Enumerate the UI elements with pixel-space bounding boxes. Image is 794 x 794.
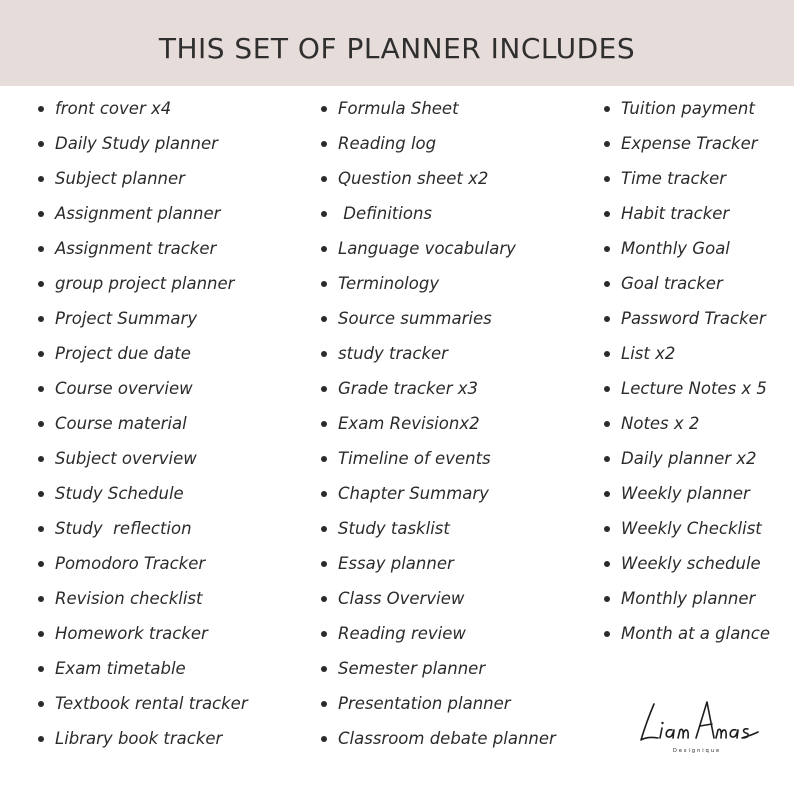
list-item: [321, 686, 556, 721]
list-item: [38, 196, 248, 231]
bullet-icon: [321, 211, 327, 217]
list-item: [604, 406, 770, 441]
list-item: [38, 511, 248, 546]
list-item: [38, 651, 248, 686]
list-item: [604, 126, 770, 161]
bullet-icon: [604, 526, 610, 532]
list-item-label: Essay planner: [338, 554, 454, 573]
list-item-label: Language vocabulary: [338, 239, 516, 258]
list-item: [604, 616, 770, 651]
planner-list-column-2: [321, 91, 556, 756]
list-item-label: Study tasklist: [338, 519, 450, 538]
list-item: [604, 371, 770, 406]
bullet-icon: [38, 386, 44, 392]
list-item-label: Expense Tracker: [621, 134, 758, 153]
list-item-label: Month at a glance: [621, 624, 770, 643]
bullet-icon: [321, 246, 327, 252]
bullet-icon: [604, 456, 610, 462]
list-item: [38, 301, 248, 336]
list-item: [321, 91, 556, 126]
list-item-label: Class Overview: [338, 589, 465, 608]
list-item: [38, 126, 248, 161]
bullet-icon: [604, 386, 610, 392]
bullet-icon: [38, 666, 44, 672]
list-item-label: Textbook rental tracker: [55, 694, 248, 713]
list-item: [321, 546, 556, 581]
bullet-icon: [321, 281, 327, 287]
list-item-label: Weekly Checklist: [621, 519, 762, 538]
list-item: [38, 721, 248, 756]
bullet-icon: [321, 421, 327, 427]
list-item: [38, 476, 248, 511]
list-item: [38, 371, 248, 406]
list-item-label: Exam Revisionx2: [338, 414, 480, 433]
list-item-label: Password Tracker: [621, 309, 766, 328]
bullet-icon: [321, 141, 327, 147]
list-item: [321, 371, 556, 406]
list-item-label: Question sheet x2: [338, 169, 489, 188]
list-item: [38, 336, 248, 371]
list-item: [604, 441, 770, 476]
list-item: [38, 406, 248, 441]
list-item-label: Assignment tracker: [55, 239, 217, 258]
bullet-icon: [38, 281, 44, 287]
bullet-icon: [38, 526, 44, 532]
list-item: [38, 581, 248, 616]
bullet-icon: [38, 701, 44, 707]
list-item: [321, 126, 556, 161]
bullet-icon: [38, 246, 44, 252]
list-item-label: Timeline of events: [338, 449, 491, 468]
signature-logo: [632, 690, 762, 760]
list-item: [604, 266, 770, 301]
list-item-label: Subject overview: [55, 449, 197, 468]
bullet-icon: [321, 631, 327, 637]
list-item: [604, 581, 770, 616]
list-item-label: Notes x 2: [621, 414, 700, 433]
list-item: [321, 651, 556, 686]
list-item-label: front cover x4: [55, 99, 172, 118]
bullet-icon: [38, 351, 44, 357]
list-item: [604, 231, 770, 266]
list-item: [38, 441, 248, 476]
list-item-label: Study Schedule: [55, 484, 184, 503]
list-item-label: Source summaries: [338, 309, 492, 328]
list-item: [321, 266, 556, 301]
bullet-icon: [604, 491, 610, 497]
bullet-icon: [38, 456, 44, 462]
list-item-label: Course material: [55, 414, 187, 433]
bullet-icon: [604, 351, 610, 357]
bullet-icon: [604, 316, 610, 322]
bullet-icon: [38, 631, 44, 637]
bullet-icon: [38, 491, 44, 497]
list-item: [321, 336, 556, 371]
list-item: [604, 91, 770, 126]
list-item-label: Homework tracker: [55, 624, 208, 643]
bullet-icon: [321, 386, 327, 392]
list-item-label: Exam timetable: [55, 659, 186, 678]
bullet-icon: [321, 526, 327, 532]
list-item-label: Formula Sheet: [338, 99, 459, 118]
logo-tagline: Designique: [673, 748, 722, 754]
planner-list-column-1: [38, 91, 248, 756]
bullet-icon: [604, 631, 610, 637]
list-item-label: Habit tracker: [621, 204, 730, 223]
list-item: [38, 546, 248, 581]
list-item-label: Semester planner: [338, 659, 486, 678]
bullet-icon: [38, 316, 44, 322]
bullet-icon: [321, 666, 327, 672]
list-item-label: Goal tracker: [621, 274, 723, 293]
list-item-label: Assignment planner: [55, 204, 221, 223]
bullet-icon: [321, 456, 327, 462]
list-item-label: Project due date: [55, 344, 191, 363]
list-item: [604, 511, 770, 546]
header-banner: [0, 0, 794, 86]
list-item-label: Lecture Notes x 5: [621, 379, 767, 398]
list-item-label: Terminology: [338, 274, 440, 293]
list-item-label: Daily Study planner: [55, 134, 218, 153]
bullet-icon: [321, 701, 327, 707]
bullet-icon: [38, 176, 44, 182]
list-item: [321, 301, 556, 336]
list-item: [321, 616, 556, 651]
list-item: [38, 161, 248, 196]
list-item-label: Reading log: [338, 134, 437, 153]
list-item-label: Chapter Summary: [338, 484, 489, 503]
bullet-icon: [321, 106, 327, 112]
bullet-icon: [38, 211, 44, 217]
bullet-icon: [321, 176, 327, 182]
list-item-label: Study reflection: [55, 519, 192, 538]
list-item: [604, 196, 770, 231]
list-item-label: Library book tracker: [55, 729, 223, 748]
bullet-icon: [38, 141, 44, 147]
list-item-label: study tracker: [338, 344, 448, 363]
bullet-icon: [321, 736, 327, 742]
bullet-icon: [38, 561, 44, 567]
list-item-label: Subject planner: [55, 169, 185, 188]
list-item: [321, 441, 556, 476]
list-item-label: Classroom debate planner: [338, 729, 556, 748]
list-item-label: Project Summary: [55, 309, 198, 328]
list-item-label: Weekly schedule: [621, 554, 761, 573]
list-item: [604, 476, 770, 511]
list-item-label: Definitions: [338, 204, 433, 223]
list-item: [321, 721, 556, 756]
list-item-label: Time tracker: [621, 169, 727, 188]
list-item: [321, 196, 556, 231]
list-item: [321, 161, 556, 196]
list-item: [321, 231, 556, 266]
bullet-icon: [38, 596, 44, 602]
list-item-label: Tuition payment: [621, 99, 755, 118]
list-item-label: Monthly planner: [621, 589, 756, 608]
list-item: [38, 616, 248, 651]
list-item-label: Weekly planner: [621, 484, 750, 503]
bullet-icon: [321, 491, 327, 497]
list-item-label: Course overview: [55, 379, 193, 398]
bullet-icon: [38, 421, 44, 427]
bullet-icon: [604, 561, 610, 567]
list-item-label: Reading review: [338, 624, 466, 643]
bullet-icon: [604, 176, 610, 182]
bullet-icon: [604, 281, 610, 287]
bullet-icon: [321, 596, 327, 602]
list-item: [38, 266, 248, 301]
list-item-label: Pomodoro Tracker: [55, 554, 206, 573]
list-item-label: Grade tracker x3: [338, 379, 478, 398]
list-item: [604, 336, 770, 371]
list-item: [38, 686, 248, 721]
list-item: [321, 581, 556, 616]
list-item: [604, 301, 770, 336]
list-item: [321, 511, 556, 546]
bullet-icon: [604, 421, 610, 427]
bullet-icon: [38, 736, 44, 742]
bullet-icon: [38, 106, 44, 112]
list-item: [38, 91, 248, 126]
planner-list-column-3: [604, 91, 770, 651]
list-item-label: Revision checklist: [55, 589, 203, 608]
list-item: [604, 546, 770, 581]
bullet-icon: [321, 561, 327, 567]
bullet-icon: [321, 351, 327, 357]
list-item: [604, 161, 770, 196]
list-item-label: Presentation planner: [338, 694, 511, 713]
list-item: [321, 406, 556, 441]
list-item-label: Daily planner x2: [621, 449, 757, 468]
bullet-icon: [604, 141, 610, 147]
list-item-label: List x2: [621, 344, 676, 363]
list-item-label: group project planner: [55, 274, 235, 293]
bullet-icon: [321, 316, 327, 322]
list-item-label: Monthly Goal: [621, 239, 730, 258]
bullet-icon: [604, 211, 610, 217]
bullet-icon: [604, 106, 610, 112]
bullet-icon: [604, 246, 610, 252]
list-item: [38, 231, 248, 266]
page-title: THIS SET OF PLANNER INCLUDES: [158, 31, 636, 65]
bullet-icon: [604, 596, 610, 602]
list-item: [321, 476, 556, 511]
